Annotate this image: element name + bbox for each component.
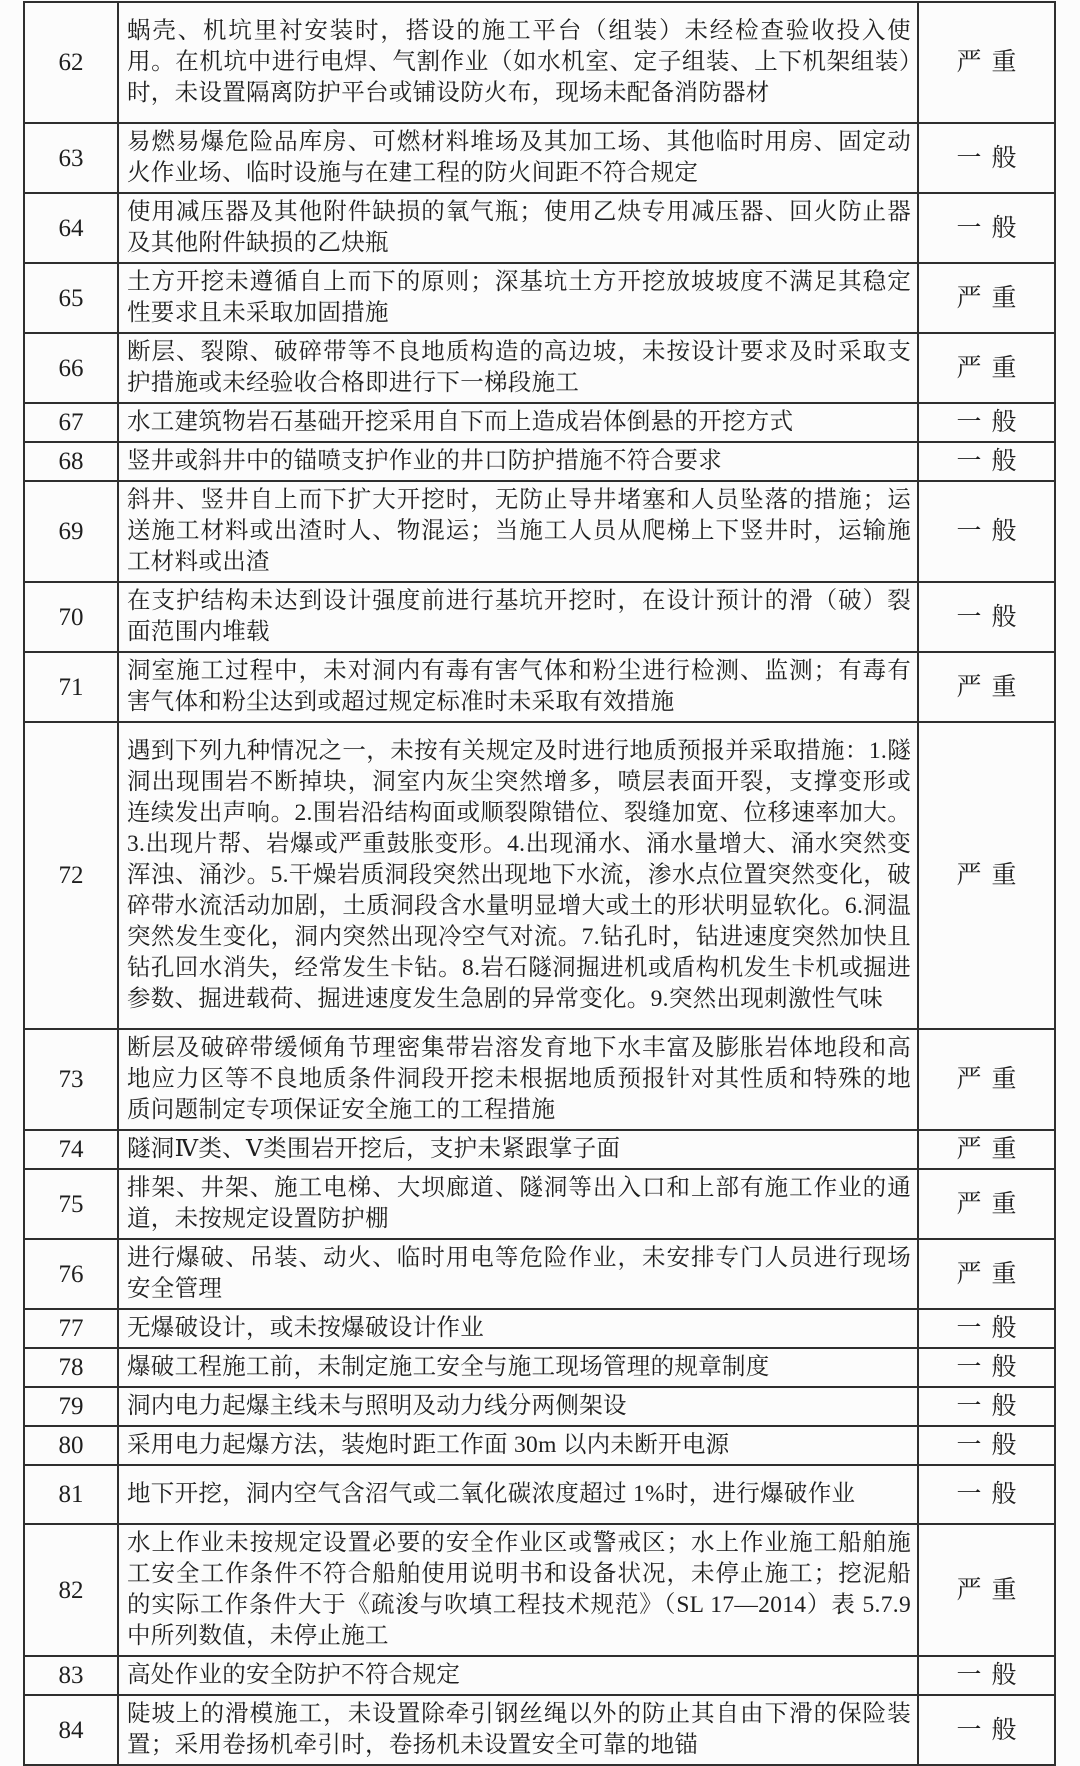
- table-row: [24, 333, 1055, 403]
- severity-label: 一般: [956, 448, 1027, 475]
- item-severity: [918, 1029, 1055, 1130]
- item-number: 77: [24, 1309, 118, 1348]
- table-row: [24, 1309, 1055, 1348]
- item-number: 82: [24, 1524, 118, 1656]
- table-row: [24, 442, 1055, 481]
- item-severity: [918, 403, 1055, 442]
- item-description: 使用减压器及其他附件缺损的氧气瓶；使用乙炔专用减压器、回火防止器及其他附件缺损的乙炔瓶: [118, 193, 918, 263]
- item-severity: [918, 1239, 1055, 1309]
- item-number: 83: [24, 1656, 118, 1695]
- severity-label: 严重: [956, 1190, 1027, 1218]
- item-severity: [918, 1695, 1055, 1765]
- item-description: 陡坡上的滑模施工，未设置除牵引钢丝绳以外的防止其自由下滑的保险装置；采用卷扬机牵引时，卷扬机未设置安全可靠的地锚: [118, 1695, 918, 1765]
- item-description: 水上作业未按规定设置必要的安全作业区或警戒区；水上作业施工船舶施工安全工作条件不符合船舶使用说明书和设备状况，未停止施工；挖泥船的实际工作条件大于《疏浚与吹填工程技术规范》（SL 17—2014）表 5.7.9 中所列数值，未停止施工: [118, 1524, 918, 1656]
- table-row: [24, 1465, 1055, 1524]
- item-number: 68: [24, 442, 118, 481]
- table-row: [24, 1656, 1055, 1695]
- item-number: 67: [24, 403, 118, 442]
- item-description: 遇到下列九种情况之一，未按有关规定及时进行地质预报并采取措施：1.隧洞出现围岩不断掉块，洞室内灰尘突然增多，喷层表面开裂，支撑变形或连续发出声响。2.围岩沿结构面或顺裂隙错位、裂缝加宽、位移速率加大。3.出现片帮、岩爆或严重鼓胀变形。4.出现涌水、涌水量增大、涌水突然变浑浊、涌沙。5.干燥岩质洞段突然出现地下水流，渗水点位置突然变化，破碎带水流活动加剧，土质洞段含水量明显增大或土的形状明显软化。6.洞温突然发生变化，洞内突然出现冷空气对流。7.钻孔时，钻进速度突然加快且钻孔回水消失，经常发生卡钻。8.岩石隧洞掘进机或盾构机发生卡机或掘进参数、掘进载荷、掘进速度发生急剧的异常变化。9.突然出现刺激性气味: [118, 722, 918, 1029]
- item-number: 65: [24, 263, 118, 333]
- document-page: [0, 1, 1080, 1758]
- item-description: 高处作业的安全防护不符合规定: [118, 1656, 918, 1695]
- item-number: 80: [24, 1426, 118, 1465]
- severity-label: 一般: [956, 603, 1027, 631]
- item-number: 70: [24, 582, 118, 652]
- severity-label: 严重: [956, 1260, 1027, 1288]
- severity-label: 严重: [956, 673, 1027, 701]
- item-description: 地下开挖，洞内空气含沼气或二氧化碳浓度超过 1%时，进行爆破作业: [118, 1465, 918, 1524]
- item-description: 斜井、竖井自上而下扩大开挖时，无防止导井堵塞和人员坠落的措施；运送施工材料或出渣时人、物混运；当施工人员从爬梯上下竖井时，运输施工材料或出渣: [118, 481, 918, 582]
- item-number: 63: [24, 123, 118, 193]
- severity-label: 严重: [956, 49, 1027, 76]
- item-description: 排架、井架、施工电梯、大坝廊道、隧洞等出入口和上部有施工作业的通道，未按规定设置防护棚: [118, 1169, 918, 1239]
- table-row: [24, 1130, 1055, 1169]
- item-description: 断层、裂隙、破碎带等不良地质构造的高边坡，未按设计要求及时采取支护措施或未经验收合格即进行下一梯段施工: [118, 333, 918, 403]
- severity-label: 严重: [956, 862, 1027, 889]
- item-severity: [918, 1387, 1055, 1426]
- item-number: 72: [24, 722, 118, 1029]
- severity-label: 一般: [956, 1432, 1027, 1459]
- severity-label: 一般: [956, 144, 1027, 172]
- item-description: 洞内电力起爆主线未与照明及动力线分两侧架设: [118, 1387, 918, 1426]
- severity-label: 严重: [956, 1576, 1027, 1604]
- item-number: 79: [24, 1387, 118, 1426]
- item-description: 采用电力起爆方法，装炮时距工作面 30m 以内未断开电源: [118, 1426, 918, 1465]
- severity-label: 一般: [956, 1393, 1027, 1420]
- item-number: 71: [24, 652, 118, 722]
- item-description: 无爆破设计，或未按爆破设计作业: [118, 1309, 918, 1348]
- table-row: [24, 193, 1055, 263]
- severity-label: 一般: [956, 1481, 1027, 1508]
- item-number: 66: [24, 333, 118, 403]
- severity-label: 一般: [956, 1662, 1027, 1689]
- item-number: 74: [24, 1130, 118, 1169]
- table-row: [24, 1695, 1055, 1765]
- table-row: [24, 481, 1055, 582]
- severity-label: 一般: [956, 214, 1027, 242]
- table-row: [24, 2, 1055, 123]
- item-severity: [918, 1309, 1055, 1348]
- item-severity: [918, 722, 1055, 1029]
- item-severity: [918, 1524, 1055, 1656]
- item-severity: [918, 442, 1055, 481]
- item-severity: [918, 1656, 1055, 1695]
- item-severity: [918, 1348, 1055, 1387]
- severity-label: 一般: [956, 1354, 1027, 1381]
- severity-label: 严重: [956, 284, 1027, 312]
- item-severity: [918, 481, 1055, 582]
- item-description: 爆破工程施工前，未制定施工安全与施工现场管理的规章制度: [118, 1348, 918, 1387]
- item-description: 在支护结构未达到设计强度前进行基坑开挖时，在设计预计的滑（破）裂面范围内堆载: [118, 582, 918, 652]
- severity-label: 一般: [956, 518, 1027, 545]
- severity-label: 严重: [956, 1136, 1027, 1163]
- table-row: [24, 123, 1055, 193]
- table-row: [24, 722, 1055, 1029]
- table-row: [24, 1348, 1055, 1387]
- table-row: [24, 403, 1055, 442]
- item-severity: [918, 582, 1055, 652]
- item-severity: [918, 1130, 1055, 1169]
- item-number: 62: [24, 2, 118, 123]
- item-description: 进行爆破、吊装、动火、临时用电等危险作业，未安排专门人员进行现场安全管理: [118, 1239, 918, 1309]
- item-description: 竖井或斜井中的锚喷支护作业的井口防护措施不符合要求: [118, 442, 918, 481]
- item-severity: [918, 1465, 1055, 1524]
- item-description: 易燃易爆危险品库房、可燃材料堆场及其加工场、其他临时用房、固定动火作业场、临时设施与在建工程的防火间距不符合规定: [118, 123, 918, 193]
- item-severity: [918, 263, 1055, 333]
- table-row: [24, 1169, 1055, 1239]
- item-number: 76: [24, 1239, 118, 1309]
- item-description: 断层及破碎带缓倾角节理密集带岩溶发育地下水丰富及膨胀岩体地段和高地应力区等不良地质条件洞段开挖未根据地质预报针对其性质和特殊的地质问题制定专项保证安全施工的工程措施: [118, 1029, 918, 1130]
- item-severity: [918, 1426, 1055, 1465]
- table-row: [24, 263, 1055, 333]
- item-severity: [918, 652, 1055, 722]
- severity-label: 严重: [956, 1066, 1027, 1093]
- item-number: 78: [24, 1348, 118, 1387]
- table-row: [24, 1524, 1055, 1656]
- item-number: 84: [24, 1695, 118, 1765]
- severity-label: 严重: [956, 354, 1027, 382]
- table-row: [24, 1239, 1055, 1309]
- item-description: 土方开挖未遵循自上而下的原则；深基坑土方开挖放坡坡度不满足其稳定性要求且未采取加固措施: [118, 263, 918, 333]
- item-severity: [918, 333, 1055, 403]
- item-severity: [918, 123, 1055, 193]
- safety-violation-items-table: [23, 1, 1056, 1766]
- table-row: [24, 582, 1055, 652]
- item-number: 81: [24, 1465, 118, 1524]
- item-description: 洞室施工过程中，未对洞内有毒有害气体和粉尘进行检测、监测；有毒有害气体和粉尘达到或超过规定标准时未采取有效措施: [118, 652, 918, 722]
- item-severity: [918, 193, 1055, 263]
- severity-label: 一般: [956, 409, 1027, 436]
- item-severity: [918, 1169, 1055, 1239]
- item-description: 隧洞Ⅳ类、Ⅴ类围岩开挖后，支护未紧跟掌子面: [118, 1130, 918, 1169]
- item-number: 73: [24, 1029, 118, 1130]
- item-severity: [918, 2, 1055, 123]
- severity-label: 一般: [956, 1716, 1027, 1744]
- item-number: 75: [24, 1169, 118, 1239]
- table-row: [24, 652, 1055, 722]
- item-description: 蜗壳、机坑里衬安装时，搭设的施工平台（组装）未经检查验收投入使用。在机坑中进行电焊、气割作业（如水机室、定子组装、上下机架组装）时，未设置隔离防护平台或铺设防火布，现场未配备消防器材: [118, 2, 918, 123]
- table-row: [24, 1387, 1055, 1426]
- table-row: [24, 1426, 1055, 1465]
- table-body: [24, 2, 1055, 1765]
- table-row: [24, 1029, 1055, 1130]
- item-number: 64: [24, 193, 118, 263]
- item-number: 69: [24, 481, 118, 582]
- severity-label: 一般: [956, 1315, 1027, 1342]
- item-description: 水工建筑物岩石基础开挖采用自下而上造成岩体倒悬的开挖方式: [118, 403, 918, 442]
